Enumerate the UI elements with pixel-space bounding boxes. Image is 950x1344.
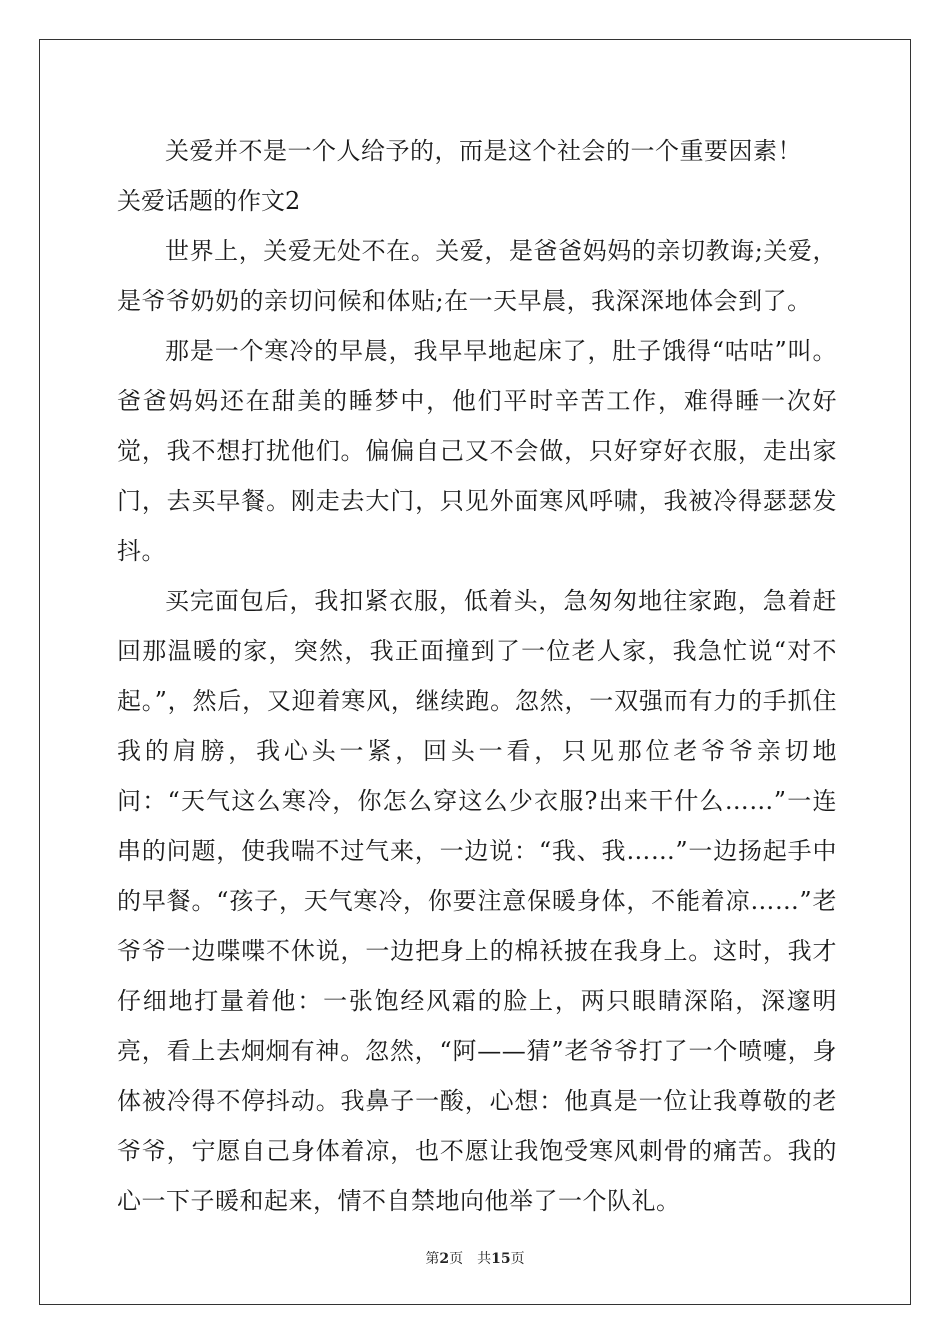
paragraph-2: 那是一个寒冷的早晨，我早早地起床了，肚子饿得“咕咕”叫。爸爸妈妈还在甜美的睡梦中，他们平时辛苦工作，难得睡一次好觉，我不想打扰他们。偏偏自己又不会做，只好穿好衣服，走出家门，去买早餐。刚走去大门，只见外面寒风呼啸，我被冷得瑟瑟发抖。 (117, 337, 837, 565)
paragraph-intro: 关爱并不是一个人给予的，而是这个社会的一个重要因素！ (165, 137, 802, 165)
total-suffix: 页 (510, 1251, 525, 1267)
page-total: 15 (491, 1251, 511, 1267)
paragraph-3: 买完面包后，我扣紧衣服，低着头，急匆匆地往家跑，急着赶回那温暖的家，突然，我正面撞到了一位老人家，我急忙说“对不起。”，然后，又迎着寒风，继续跑。忽然，一双强而有力的手抓住我的肩膀，我心头一紧，回头一看，只见那位老爷爷亲切地问：“天气这么寒冷，你怎么穿这么少衣服?出来干什么……”一连串的问题，使我喘不过气来，一边说：“我、我……”一边扬起手中的早餐。“孩子，天气寒冷，你要注意保暖身体，不能着凉……”老爷爷一边喋喋不休说，一边把身上的棉袄披在我身上。这时，我才仔细地打量着他：一张饱经风霜的脸上，两只眼睛深陷，深邃明亮，看上去炯炯有神。忽然，“阿——猜”老爷爷打了一个喷嚏，身体被冷得不停抖动。我鼻子一酸，心想：他真是一位让我尊敬的老爷爷，宁愿自己身体着凉，也不愿让我饱受寒风刺骨的痛苦。我的心一下子暖和起来，情不自禁地向他举了一个队礼。 (117, 587, 837, 1215)
page-suffix: 页 (449, 1251, 464, 1267)
page-footer (0, 1248, 950, 1268)
paragraph-1: 世界上，关爱无处不在。关爱，是爸爸妈妈的亲切教诲;关爱，是爷爷奶奶的亲切问候和体贴;在一天早晨，我深深地体会到了。 (117, 237, 837, 315)
total-prefix: 共 (477, 1251, 492, 1267)
document-body (117, 126, 837, 1226)
page-prefix: 第 (425, 1251, 440, 1267)
page-current: 2 (439, 1251, 450, 1267)
essay-heading: 关爱话题的作文2 (117, 187, 301, 215)
